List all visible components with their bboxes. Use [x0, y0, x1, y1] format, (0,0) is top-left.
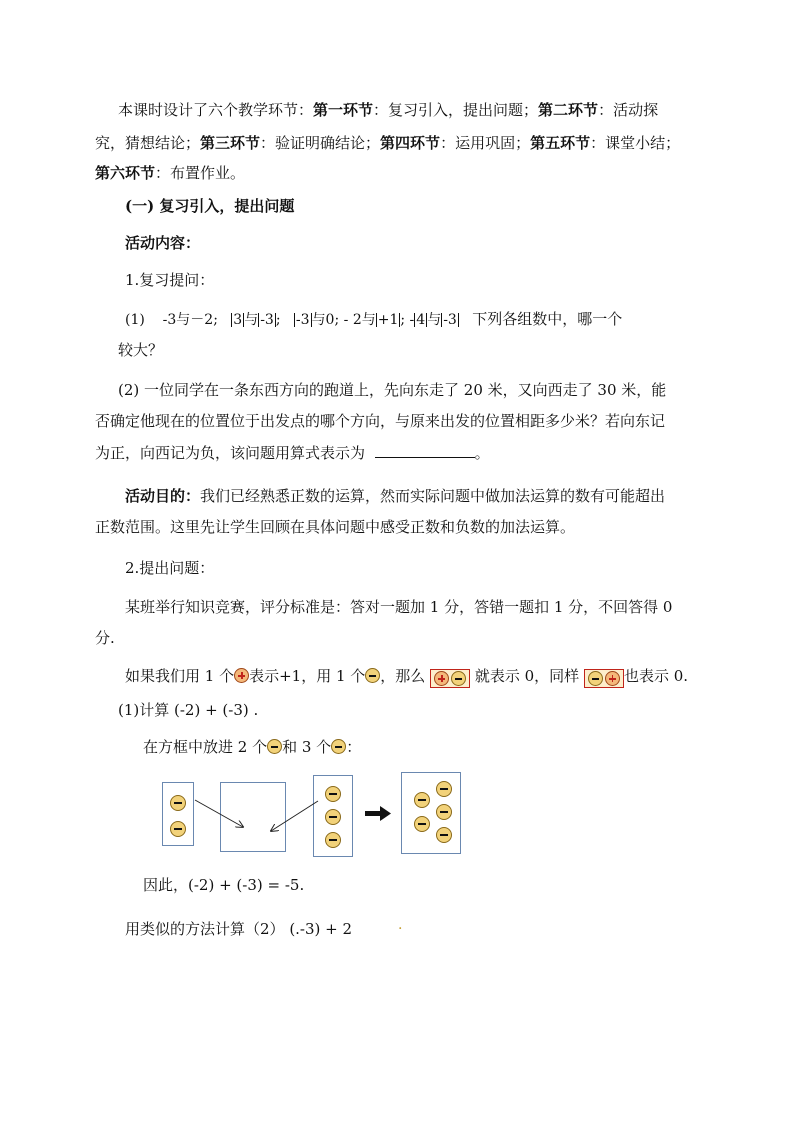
purpose-line-1: 活动目的：我们已经熟悉正数的运算，然而实际问题中做加法运算的数有可能超出 [125, 487, 666, 505]
purpose-line-2: 正数范围。这里先让学生回顾在具体问题中感受正数和负数的加法运算。 [95, 518, 576, 536]
abs-value: 4 [416, 312, 426, 328]
review-heading: 1.复习提问： [125, 271, 215, 289]
negative-chip-icon [436, 781, 452, 797]
box-two-negatives [162, 782, 194, 846]
box-five-negatives [401, 772, 461, 854]
question-2-line-1: (2) 一位同学在一条东西方向的跑道上，先向东走了 20 米，又向西走了 30 米，能 [118, 381, 667, 399]
negative-chip-icon [267, 739, 282, 754]
negative-chip-icon [325, 786, 341, 802]
positive-chip-icon [434, 671, 449, 686]
section-heading: (一) 复习引入，提出问题 [125, 197, 295, 215]
contest-line-1: 某班举行知识竞赛，评分标准是：答对一题加 1 分，答错一题扣 1 分，不回答得 0 [125, 598, 673, 616]
box-three-negatives [313, 775, 353, 857]
result-line: 因此，(-2) + (-3) = -5. [143, 876, 305, 894]
stage-1-label: 第一环节 [313, 101, 374, 119]
calc-1: (1)计算 (-2) + (-3) . [118, 701, 259, 719]
question-1-cont: 较大？ [118, 341, 164, 359]
negative-chip-icon [325, 832, 341, 848]
negative-chip-icon [365, 668, 380, 683]
intro-line-2: 究，猜想结论；第三环节：验证明确结论；第四环节：运用巩固；第五环节：课堂小结； [95, 134, 681, 152]
purpose-label: 活动目的： [125, 487, 201, 505]
intro-line-1: 本课时设计了六个教学环节：第一环节：复习引入，提出问题；第二环节：活动探 [118, 101, 659, 119]
chips-line: 如果我们用 1 个 表示+1，用 1 个 ，那么 就表示 0，同样 也表示 0. [125, 666, 688, 688]
zero-pair-icon [430, 669, 470, 688]
question-1: (1) -3与－2; 3 与 -3 ; -3 与0; - 2与 +1 ; - 4 与 -3 下列各组数中，哪一个 [125, 310, 623, 328]
abs-value: -3 [260, 312, 274, 328]
stray-dot: . [398, 917, 403, 933]
negative-chip-icon [451, 671, 466, 686]
contest-line-2: 分. [95, 629, 115, 647]
negative-chip-icon [170, 821, 186, 837]
similar-line: 用类似的方法计算（2） (.-3) + 2 [125, 920, 353, 938]
activity-content-label: 活动内容： [125, 234, 201, 252]
negative-chip-icon [588, 671, 603, 686]
negative-chip-icon [436, 827, 452, 843]
abs-value: +1 [377, 312, 399, 328]
stage-5-label: 第五环节 [530, 134, 591, 152]
stage-2-label: 第二环节 [538, 101, 599, 119]
negative-chip-icon [325, 809, 341, 825]
empty-box [220, 782, 286, 852]
zero-pair-icon [584, 669, 624, 688]
positive-chip-icon [605, 671, 620, 686]
negative-chip-icon [414, 792, 430, 808]
negative-chip-icon [436, 804, 452, 820]
abs-value: 3 [233, 312, 243, 328]
stage-3-label: 第三环节 [200, 134, 261, 152]
negative-chip-icon [170, 795, 186, 811]
abs-value: -3 [295, 312, 310, 328]
positive-chip-icon [234, 668, 249, 683]
negative-chip-icon [414, 816, 430, 832]
stage-4-label: 第四环节 [380, 134, 441, 152]
put-line: 在方框中放进 2 个 和 3 个 ： [143, 738, 362, 756]
abs-value: -3 [443, 312, 457, 328]
intro-line-3: 第六环节：布置作业。 [95, 164, 246, 182]
pose-heading: 2.提出问题： [125, 559, 215, 577]
answer-blank [375, 443, 475, 458]
question-2-line-2: 否确定他现在的位置位于出发点的哪个方向，与原来出发的位置相距多少米？若向东记 [95, 412, 666, 430]
bold-arrow-icon [365, 806, 391, 821]
question-2-line-3: 为正，向西记为负，该问题用算式表示为 。 [95, 444, 490, 462]
stage-6-label: 第六环节 [95, 164, 156, 182]
negative-chip-icon [331, 739, 346, 754]
